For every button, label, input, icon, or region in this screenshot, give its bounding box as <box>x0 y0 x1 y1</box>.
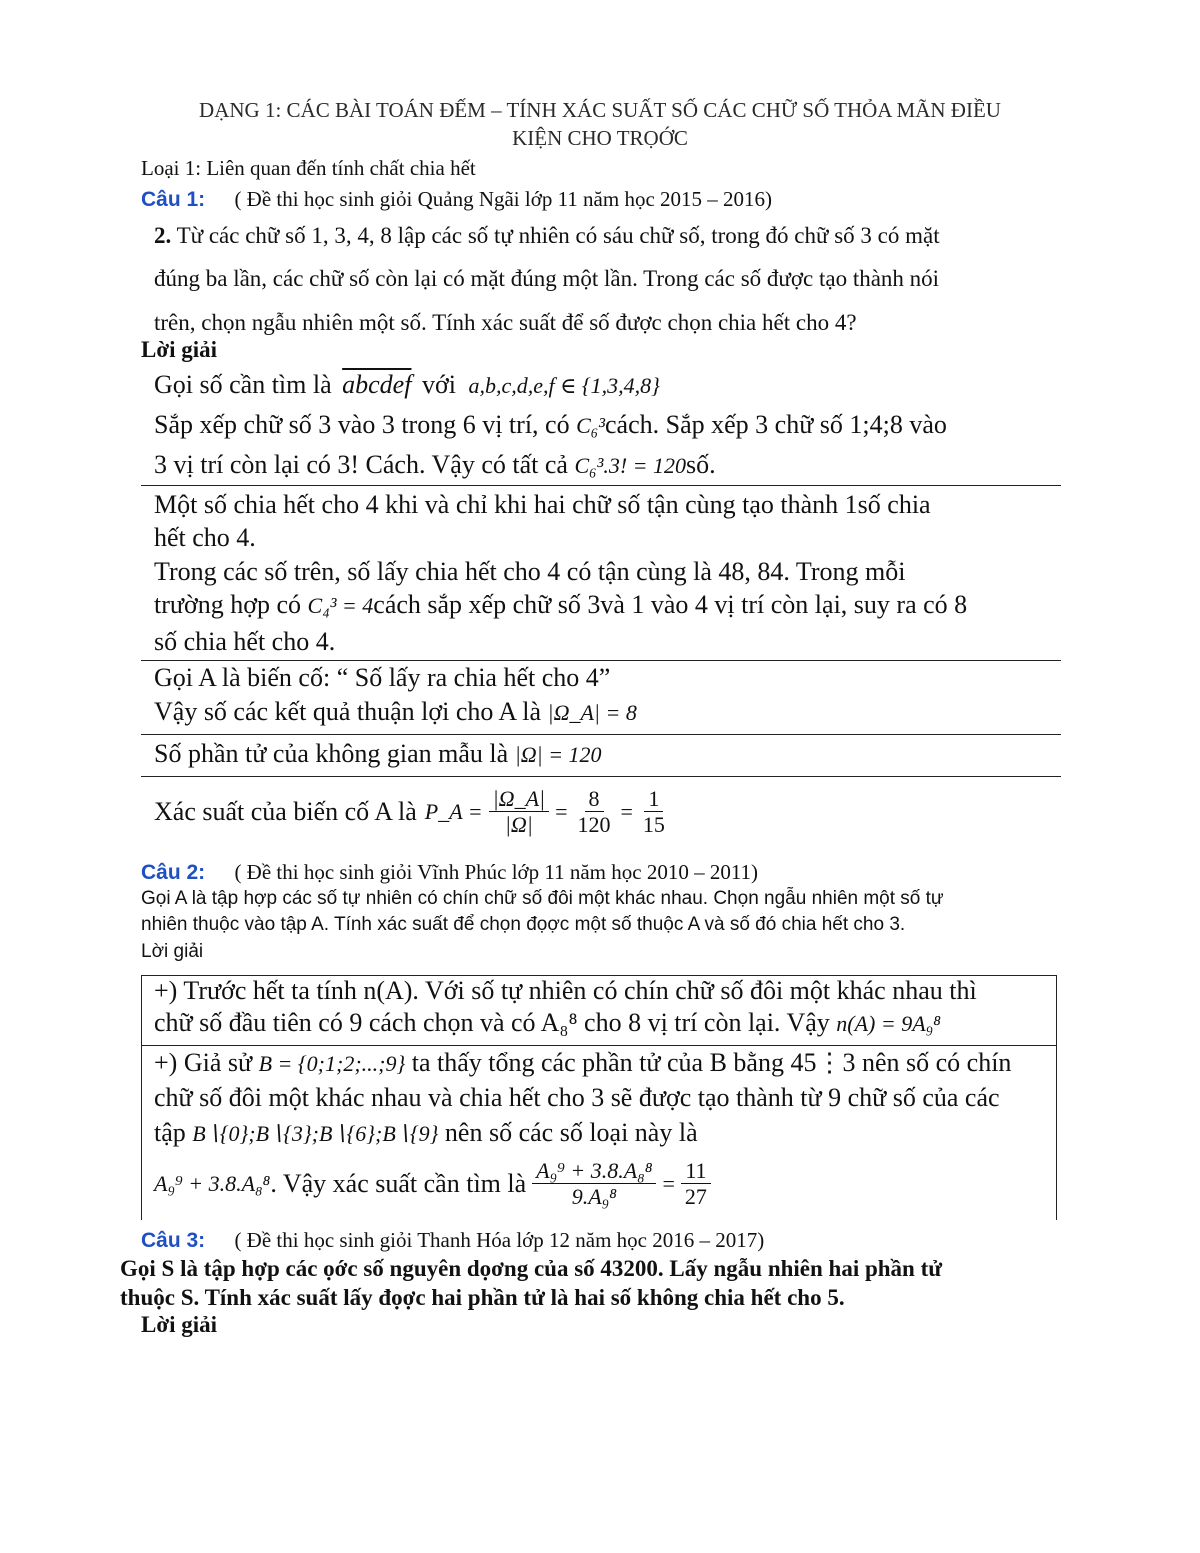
q1-solution-line-1: Gọi số cần tìm là abcdef với a,b,c,d,e,f ∈ {1,3,4,8} <box>154 370 660 399</box>
q1-solution-line-10: Vậy số các kết quả thuận lợi cho A là |Ω_A| = 8 <box>154 697 637 726</box>
q1-solution-line-3: 3 vị trí còn lại có 3! Cách. Vậy có tất cả C₆³.3! = 120số. <box>154 450 716 479</box>
q1-problem-line-2: đúng ba lần, các chữ số còn lại có mặt đúng một lần. Trong các số được tạo thành nói <box>154 266 940 291</box>
q1-problem-line-3: trên, chọn ngẫu nhiên một số. Tính xác suất để số được chọn chia hết cho 4? <box>154 310 857 335</box>
q2-table-right <box>1056 975 1057 1220</box>
q1-problem-line-1: 2. Từ các chữ số 1, 3, 4, 8 lập các số tự nhiên có sáu chữ số, trong đó chữ số 3 có mặt <box>154 223 940 248</box>
q2-problem-line-2: nhiên thuộc vào tập A. Tính xác suất để chọn đọợc một số thuộc A và số đó chia hết cho 3. <box>141 914 906 935</box>
q3-heading <box>141 1228 764 1253</box>
q1-heading <box>141 187 772 212</box>
q1-label: Câu 1: <box>141 188 206 211</box>
q1-solution-line-6: Trong các số trên, số lấy chia hết cho 4 có tận cùng là 48, 84. Trong mỗi <box>154 557 906 586</box>
q2-solution-line-3: +) Giả sử B = {0;1;2;...;9} ta thấy tổng các phần tử của B bằng 45⋮3 nên số có chín <box>154 1048 1012 1077</box>
q1-solution-line-5: hết cho 4. <box>154 523 256 552</box>
q2-solution-line-1: +) Trước hết ta tính n(A). Với số tự nhiên có chín chữ số đôi một khác nhau thì <box>154 976 977 1005</box>
q3-problem-line-2: thuộc S. Tính xác suất lấy đọợc hai phần tử là hai số không chia hết cho 5. <box>120 1285 845 1310</box>
table-rule-1 <box>141 485 1061 486</box>
q3-solution-label: Lời giải <box>141 1312 217 1337</box>
q1-digit-set: a,b,c,d,e,f ∈ {1,3,4,8} <box>468 373 660 398</box>
q1-solution-line-11: Số phần tử của không gian mẫu là |Ω| = 120 <box>154 739 602 768</box>
q2-problem-line-1: Gọi A là tập hợp các số tự nhiên có chín chữ số đôi một khác nhau. Chọn ngẫu nhiên một số tự <box>141 888 944 909</box>
q2-table-left <box>141 975 142 1220</box>
q1-solution-line-9: Gọi A là biến cố: “ Số lấy ra chia hết cho 4” <box>154 663 611 692</box>
page-title-line-1: DẠNG 1: CÁC BÀI TOÁN ĐẾM – TÍNH XÁC SUẤT SỐ CÁC CHỮ SỐ THỎA MÃN ĐIỀU <box>199 98 1001 122</box>
page-title-line-2: KIỆN CHO TRỌỚC <box>512 126 688 150</box>
q2-solution-label: Lời giải <box>141 941 204 962</box>
q3-label: Câu 3: <box>141 1229 206 1252</box>
q1-probability-line: Xác suất của biến cố A là P_A = $\frac{|\Omega\_A|}{|\Omega|}$ = $\frac{8}{120}$ = $\frac{1}{15}$ <box>154 786 665 838</box>
table-rule-3 <box>141 734 1061 735</box>
q2-solution-line-4: chữ số đôi một khác nhau và chia hết cho 3 sẽ được tạo thành từ 9 chữ số của các <box>154 1083 1000 1112</box>
q1-solution-label: Lời giải <box>141 337 217 362</box>
table-rule-4 <box>141 776 1061 777</box>
q2-table-mid <box>141 1045 1056 1046</box>
q1-solution-line-2: Sắp xếp chữ số 3 vào 3 trong 6 vị trí, có C₆³cách. Sắp xếp 3 chữ số 1;4;8 vào <box>154 410 947 439</box>
q1-source: ( Đề thi học sinh giỏi Quảng Ngãi lớp 11 năm học 2015 – 2016) <box>234 187 773 211</box>
q1-solution-line-8: số chia hết cho 4. <box>154 627 336 656</box>
table-rule-2 <box>141 660 1061 661</box>
q2-solution-line-5: tập B∖{0};B∖{3};B∖{6};B∖{9} nên số các số loại này là <box>154 1118 698 1147</box>
q2-solution-line-6: A₉⁹ + 3.8.A₈⁸ . Vậy xác suất cần tìm là $\frac{\text{A₉⁹ + 3.8.A₈⁸}}{\text{9.A₉⁸}}$ = $\frac{11}{27}$ <box>154 1158 717 1210</box>
q3-source: ( Đề thi học sinh giỏi Thanh Hóa lớp 12 năm học 2016 – 2017) <box>234 1228 765 1252</box>
type-label: Loại 1: Liên quan đến tính chất chia hết <box>141 156 476 180</box>
q1-solution-line-4: Một số chia hết cho 4 khi và chỉ khi hai chữ số tận cùng tạo thành 1số chia <box>154 490 931 519</box>
q2-heading <box>141 860 758 885</box>
q2-solution-line-2: chữ số đầu tiên có 9 cách chọn và có A₈⁸ cho 8 vị trí còn lại. Vậy n(A) = 9A₉⁸ <box>154 1008 941 1037</box>
q3-problem-line-1: Gọi S là tập hợp các ọớc số nguyên dọơng của số 43200. Lấy ngẫu nhiên hai phần tử <box>120 1256 943 1281</box>
q1-solution-line-7: trường hợp có C₄³ = 4cách sắp xếp chữ số 3và 1 vào 4 vị trí còn lại, suy ra có 8 <box>154 590 968 619</box>
q2-source: ( Đề thi học sinh giỏi Vĩnh Phúc lớp 11 năm học 2010 – 2011) <box>234 860 759 884</box>
q1-number-var: abcdef <box>342 370 412 399</box>
q2-label: Câu 2: <box>141 861 206 884</box>
